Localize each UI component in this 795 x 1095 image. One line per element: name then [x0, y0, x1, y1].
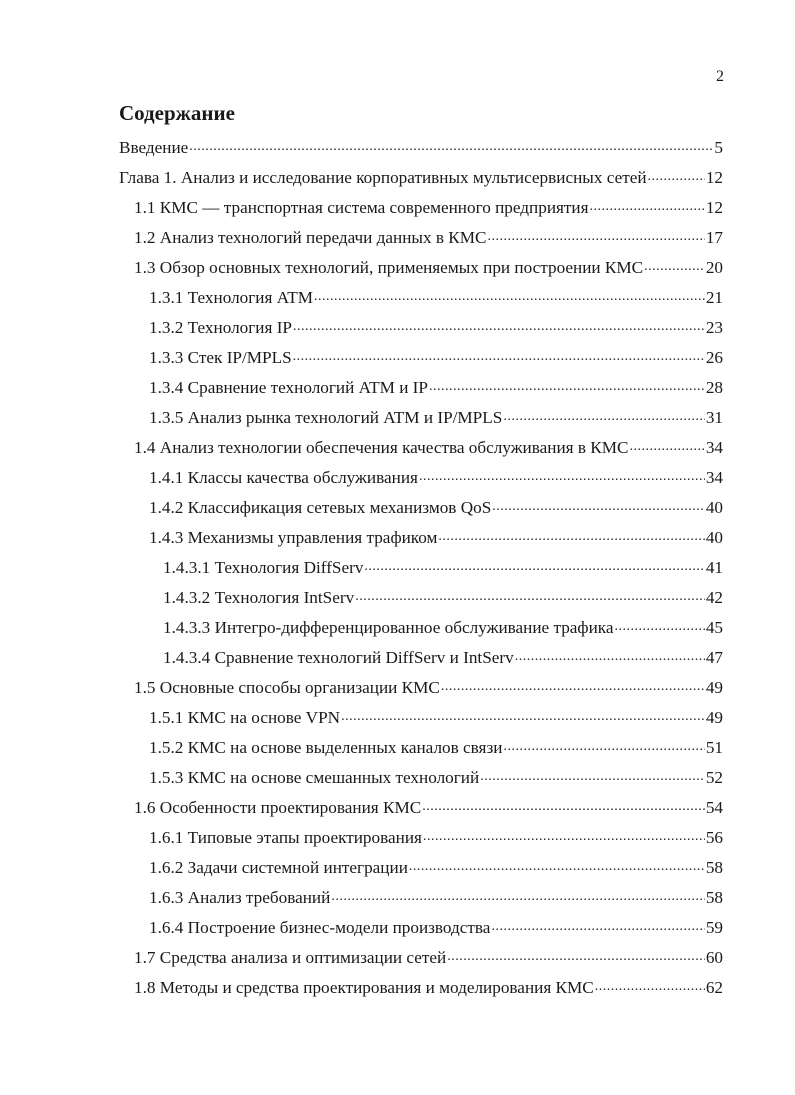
- toc-entry-page: 28: [705, 378, 723, 398]
- dot-leader: [331, 886, 704, 903]
- toc-entry-page: 40: [705, 528, 723, 548]
- toc-entry[interactable]: [134, 946, 723, 972]
- toc-entry-page: 26: [705, 348, 723, 368]
- toc-entry-page: 52: [705, 768, 723, 788]
- toc-entry[interactable]: [149, 376, 723, 402]
- dot-leader: [503, 406, 705, 423]
- toc-entry-label: Введение: [119, 138, 189, 158]
- toc-entry-page: 42: [705, 588, 723, 608]
- toc-entry[interactable]: [149, 526, 723, 552]
- toc-entry-page: 58: [705, 888, 723, 908]
- toc-entry-page: 12: [705, 168, 723, 188]
- toc-entry[interactable]: [149, 286, 723, 312]
- toc-entry-page: 20: [705, 258, 723, 278]
- dot-leader: [515, 646, 705, 663]
- toc-entry-label: 1.4.3.4 Сравнение технологий DiffServ и IntServ: [163, 648, 514, 668]
- toc-entry-page: 60: [705, 948, 723, 968]
- toc-entry[interactable]: [149, 496, 723, 522]
- toc-entry-page: 49: [705, 678, 723, 698]
- toc-entry[interactable]: [163, 616, 723, 642]
- toc-entry-label: 1.3.5 Анализ рынка технологий ATM и IP/MPLS: [149, 408, 503, 428]
- toc-entry-page: 51: [705, 738, 723, 758]
- dot-leader: [409, 856, 705, 873]
- dot-leader: [614, 616, 704, 633]
- toc-entry-page: 17: [705, 228, 723, 248]
- toc-entry-label: 1.6.1 Типовые этапы проектирования: [149, 828, 422, 848]
- dot-leader: [492, 496, 705, 513]
- dot-leader: [189, 136, 713, 153]
- dot-leader: [355, 586, 705, 603]
- dot-leader: [447, 946, 705, 963]
- dot-leader: [423, 826, 705, 843]
- toc-entry[interactable]: [149, 916, 723, 942]
- dot-leader: [630, 436, 705, 453]
- toc-entry-label: 1.4.3 Механизмы управления трафиком: [149, 528, 438, 548]
- toc-entry-page: 40: [705, 498, 723, 518]
- toc-entry-label: 1.6 Особенности проектирования КМС: [134, 798, 422, 818]
- toc-entry[interactable]: [149, 346, 723, 372]
- toc-entry[interactable]: [134, 676, 723, 702]
- toc-entry-page: 56: [705, 828, 723, 848]
- toc-entry[interactable]: [149, 406, 723, 432]
- toc-entry[interactable]: [163, 556, 723, 582]
- toc-entry-label: 1.1 КМС — транспортная система современного предприятия: [134, 198, 589, 218]
- toc-entry-label: 1.2 Анализ технологий передачи данных в КМС: [134, 228, 487, 248]
- dot-leader: [293, 316, 705, 333]
- toc-entry-label: 1.3 Обзор основных технологий, применяемых при построении КМС: [134, 258, 644, 278]
- toc-entry-label: 1.5.1 КМС на основе VPN: [149, 708, 341, 728]
- toc-entry[interactable]: [134, 796, 723, 822]
- toc-entry-label: 1.4 Анализ технологии обеспечения качества обслуживания в КМС: [134, 438, 629, 458]
- toc-entry[interactable]: [134, 976, 723, 1002]
- dot-leader: [644, 256, 705, 273]
- dot-leader: [488, 226, 705, 243]
- toc-entry[interactable]: [149, 826, 723, 852]
- toc-entry-label: Глава 1. Анализ и исследование корпоративных мультисервисных сетей: [119, 168, 647, 188]
- dot-leader: [441, 676, 705, 693]
- toc-entry[interactable]: [149, 886, 723, 912]
- toc-entry-label: 1.4.2 Классификация сетевых механизмов QoS: [149, 498, 492, 518]
- toc-entry-label: 1.6.4 Построение бизнес-модели производства: [149, 918, 491, 938]
- toc-entry-page: 49: [705, 708, 723, 728]
- toc-entry-label: 1.7 Средства анализа и оптимизации сетей: [134, 948, 447, 968]
- toc-entry-label: 1.4.3.1 Технология DiffServ: [163, 558, 364, 578]
- toc-entry-page: 41: [705, 558, 723, 578]
- toc-entry-label: 1.3.3 Стек IP/MPLS: [149, 348, 292, 368]
- toc-entry-page: 5: [714, 138, 723, 158]
- toc-entry-label: 1.3.4 Сравнение технологий ATM и IP: [149, 378, 428, 398]
- toc-entry[interactable]: [149, 736, 723, 762]
- toc-entry-label: 1.5 Основные способы организации КМС: [134, 678, 440, 698]
- toc-entry-page: 47: [705, 648, 723, 668]
- toc-entry-page: 34: [705, 468, 723, 488]
- toc-entry-page: 34: [705, 438, 723, 458]
- toc-entry[interactable]: [149, 766, 723, 792]
- toc-entry[interactable]: [119, 166, 723, 192]
- toc-entry[interactable]: [149, 466, 723, 492]
- toc-entry-page: 59: [705, 918, 723, 938]
- toc-entry[interactable]: [149, 706, 723, 732]
- toc-entry-label: 1.8 Методы и средства проектирования и моделирования КМС: [134, 978, 594, 998]
- dot-leader: [503, 736, 704, 753]
- page-number: 2: [716, 68, 724, 85]
- dot-leader: [438, 526, 704, 543]
- toc-entry[interactable]: [134, 436, 723, 462]
- toc-entry-page: 45: [705, 618, 723, 638]
- toc-entry-page: 31: [705, 408, 723, 428]
- toc-entry-page: 23: [705, 318, 723, 338]
- toc-entry-label: 1.5.3 КМС на основе смешанных технологий: [149, 768, 480, 788]
- dot-leader: [364, 556, 704, 573]
- toc-entry[interactable]: [134, 196, 723, 222]
- toc-entry-page: 12: [705, 198, 723, 218]
- toc-entry-label: 1.4.3.3 Интегро-дифференцированное обслуживание трафика: [163, 618, 614, 638]
- dot-leader: [293, 346, 705, 363]
- dot-leader: [480, 766, 705, 783]
- toc-entry-label: 1.6.2 Задачи системной интеграции: [149, 858, 408, 878]
- toc-entry-label: 1.5.2 КМС на основе выделенных каналов связи: [149, 738, 503, 758]
- toc-entry[interactable]: [163, 586, 723, 612]
- toc-entry-page: 54: [705, 798, 723, 818]
- dot-leader: [648, 166, 705, 183]
- dot-leader: [419, 466, 705, 483]
- dot-leader: [590, 196, 705, 213]
- toc-entry-label: 1.3.2 Технология IP: [149, 318, 292, 338]
- toc-entry[interactable]: [163, 646, 723, 672]
- toc-entry[interactable]: [134, 256, 723, 282]
- toc-entry-page: 58: [705, 858, 723, 878]
- toc-entry[interactable]: [134, 226, 723, 252]
- toc-entry[interactable]: [119, 136, 723, 162]
- toc-entry-label: 1.6.3 Анализ требований: [149, 888, 331, 908]
- dot-leader: [595, 976, 705, 993]
- toc-entry-page: 21: [705, 288, 723, 308]
- page-title: Содержание: [119, 101, 235, 125]
- dot-leader: [341, 706, 705, 723]
- dot-leader: [491, 916, 704, 933]
- toc-entry[interactable]: [149, 316, 723, 342]
- toc-entry-label: 1.3.1 Технология ATM: [149, 288, 313, 308]
- toc-entry-label: 1.4.3.2 Технология IntServ: [163, 588, 355, 608]
- toc-entry-label: 1.4.1 Классы качества обслуживания: [149, 468, 418, 488]
- toc-entry[interactable]: [149, 856, 723, 882]
- dot-leader: [422, 796, 705, 813]
- toc-entry-page: 62: [705, 978, 723, 998]
- dot-leader: [314, 286, 705, 303]
- dot-leader: [429, 376, 705, 393]
